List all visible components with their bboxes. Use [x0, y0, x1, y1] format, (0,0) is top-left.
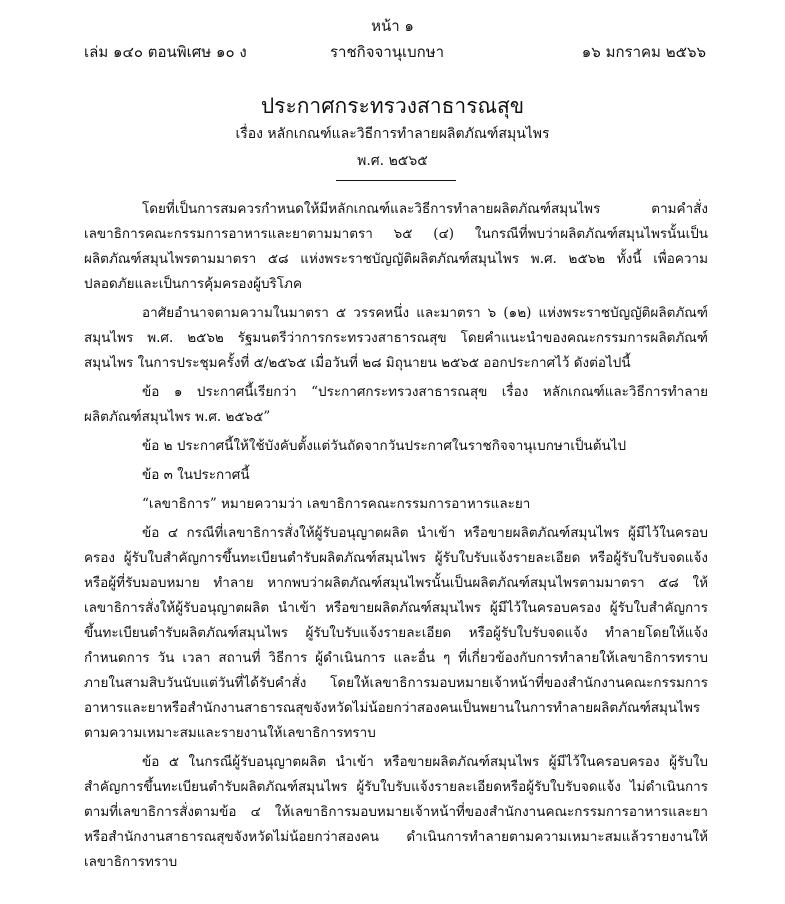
volume-issue: เล่ม ๑๔๐ ตอนพิเศษ ๑๐ ง: [84, 43, 247, 61]
announcement-title: ประกาศกระทรวงสาธารณสุข: [260, 94, 525, 118]
announcement-year: พ.ศ. ๒๕๖๕: [357, 153, 428, 169]
page-number: หน้า ๑: [371, 17, 414, 35]
publish-date: ๑๖ มกราคม ๒๕๖๖: [581, 43, 706, 61]
paragraph: “เลขาธิการ” หมายความว่า เลขาธิการคณะกรรมการอาหารและยา: [142, 496, 531, 512]
paragraph: ข้อ ๑ ประกาศนี้เรียกว่า “ประกาศกระทรวงสาธารณสุข เรื่อง หลักเกณฑ์และวิธีการทำลายผลิตภัณฑ์สมุนไพร พ.ศ. ๒๕๖๕”: [84, 384, 708, 425]
document-body: [84, 197, 708, 879]
title-divider: [336, 180, 456, 181]
paragraph: โดยที่เป็นการสมควรกำหนดให้มีหลักเกณฑ์และวิธีการทำลายผลิตภัณฑ์สมุนไพร ตามคำสั่งเลขาธิการคณะกรรมการอาหารและยาตามมาตรา ๖๕ (๔) ในกรณีที่พบว่าผลิตภัณฑ์สมุนไพรนั้นเป็นผลิตภัณฑ์สมุนไพรตามมาตรา ๕๘ แห่งพระราชบัญญัติผลิตภัณฑ์สมุนไพร พ.ศ. ๒๕๖๒ ทั้งนี้ เพื่อความปลอดภัยและเป็นการคุ้มครองผู้บริโภค: [84, 201, 708, 292]
paragraph: ข้อ ๓ ในประกาศนี้: [142, 467, 250, 483]
gazette-name: ราชกิจจานุเบกษา: [330, 43, 445, 61]
paragraph: ข้อ ๕ ในกรณีผู้รับอนุญาตผลิต นำเข้า หรือขายผลิตภัณฑ์สมุนไพร ผู้มีไว้ในครอบครอง ผู้รับใบสำคัญการขึ้นทะเบียนตำรับผลิตภัณฑ์สมุนไพร ผู้รับใบรับแจ้งรายละเอียดหรือผู้รับใบรับจดแจ้ง ไม่ดำเนินการตามที่เลขาธิการสั่งตามข้อ ๔ ให้เลขาธิการมอบหมายเจ้าหน้าที่ของสำนักงานคณะกรรมการอาหารและยาหรือสำนักงานสาธารณสุขจังหวัดไม่น้อยกว่าสองคน ดำเนินการทำลายตามความเหมาะสมแล้วรายงานให้เลขาธิการทราบ: [84, 754, 708, 870]
announcement-subject: เรื่อง หลักเกณฑ์และวิธีการทำลายผลิตภัณฑ์สมุนไพร: [235, 126, 550, 142]
paragraph: ข้อ ๒ ประกาศนี้ให้ใช้บังคับตั้งแต่วันถัดจากวันประกาศในราชกิจจานุเบกษาเป็นต้นไป: [142, 438, 627, 454]
paragraph: ข้อ ๔ กรณีที่เลขาธิการสั่งให้ผู้รับอนุญาตผลิต นำเข้า หรือขายผลิตภัณฑ์สมุนไพร ผู้มีไว้ในครอบครอง ผู้รับใบสำคัญการขึ้นทะเบียนตำรับผลิตภัณฑ์สมุนไพร ผู้รับใบรับแจ้งรายละเอียด หรือผู้รับใบรับจดแจ้ง หรือผู้ที่รับมอบหมาย ทำลาย หากพบว่าผลิตภัณฑ์สมุนไพรนั้นเป็นผลิตภัณฑ์สมุนไพรตามมาตรา ๕๘ ให้เลขาธิการสั่งให้ผู้รับอนุญาตผลิต นำเข้า หรือขายผลิตภัณฑ์สมุนไพร ผู้มีไว้ในครอบครอง ผู้รับใบสำคัญการขึ้นทะเบียนตำรับผลิตภัณฑ์สมุนไพร ผู้รับใบรับแจ้งรายละเอียด หรือผู้รับใบรับจดแจ้ง ทำลายโดยให้แจ้งกำหนดการ วัน เวลา สถานที่ วิธีการ ผู้ดำเนินการ และอื่น ๆ ที่เกี่ยวข้องกับการทำลายให้เลขาธิการทราบภายในสามสิบวันนับแต่วันที่ได้รับคำสั่ง โดยให้เลขาธิการมอบหมายเจ้าหน้าที่ของสำนักงานคณะกรรมการอาหารและยาหรือสำนักงานสาธารณสุขจังหวัดไม่น้อยกว่าสองคนเป็นพยานในการทำลายผลิตภัณฑ์สมุนไพรตามความเหมาะสมและรายงานให้เลขาธิการทราบ: [84, 525, 708, 741]
paragraph: อาศัยอำนาจตามความในมาตรา ๕ วรรคหนึ่ง และมาตรา ๖ (๑๒) แห่งพระราชบัญญัติผลิตภัณฑ์สมุนไพร พ.ศ. ๒๕๖๒ รัฐมนตรีว่าการกระทรวงสาธารณสุข โดยคำแนะนำของคณะกรรมการผลิตภัณฑ์สมุนไพร ในการประชุมครั้งที่ ๕/๒๕๖๕ เมื่อวันที่ ๒๘ มิถุนายน ๒๕๖๕ ออกประกาศไว้ ดังต่อไปนี้: [84, 305, 708, 371]
